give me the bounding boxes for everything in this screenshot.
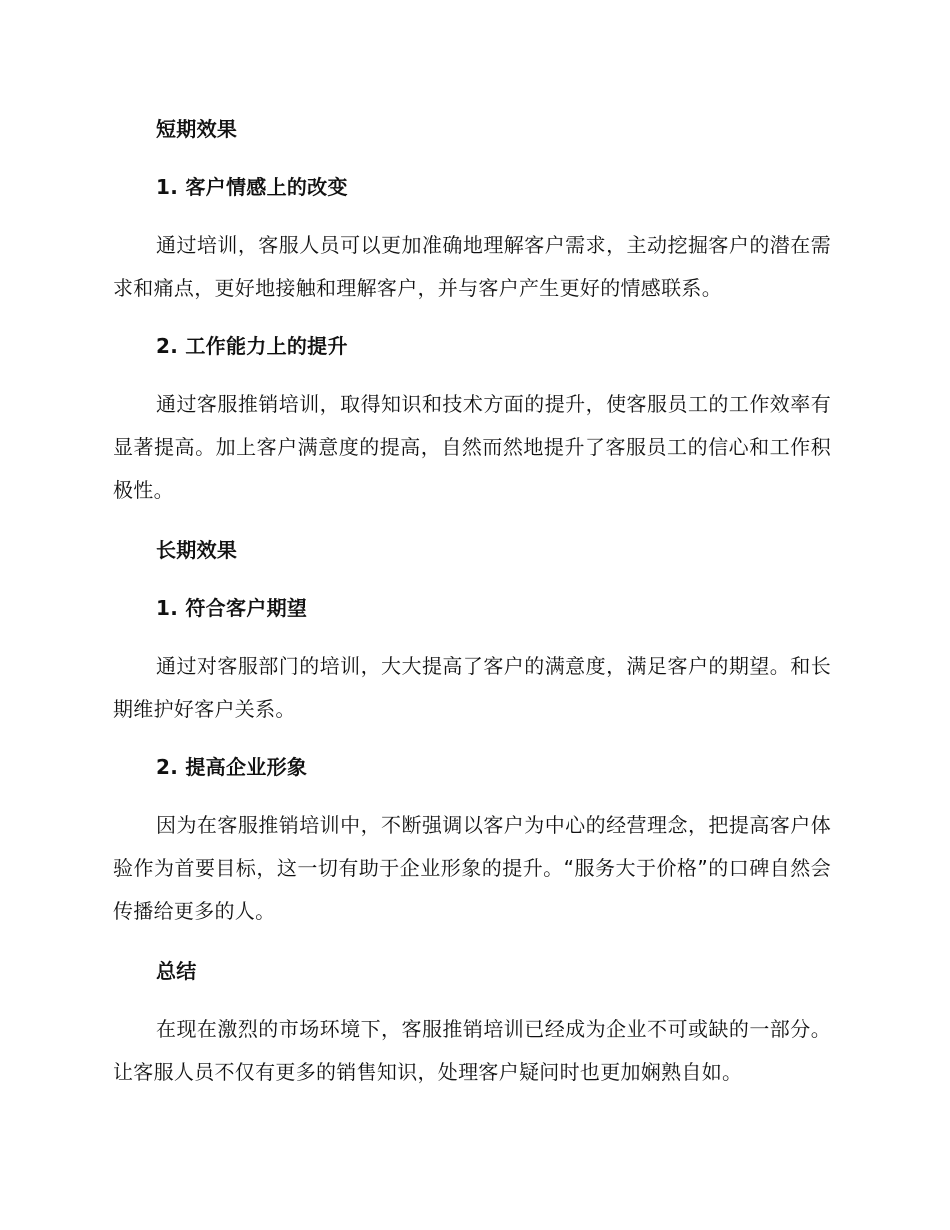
section-heading-summary: 总结 xyxy=(156,959,197,983)
subheading-corporate-image: 2. 提高企业形象 xyxy=(156,755,308,779)
paragraph-work-ability: 通过客服推销培训，取得知识和技术方面的提升，使客服员工的工作效率有显著提高。加上客户满意度的提高，自然而然地提升了客服员工的信心和工作积极性。 xyxy=(113,392,831,502)
section-heading-long-term: 长期效果 xyxy=(156,538,238,562)
paragraph-summary: 在现在激烈的市场环境下，客服推销培训已经成为企业不可或缺的一部分。让客服人员不仅有更多的销售知识，处理客户疑问时也更加娴熟自如。 xyxy=(113,1017,831,1084)
section-heading-short-term: 短期效果 xyxy=(156,117,238,141)
subheading-work-ability: 2. 工作能力上的提升 xyxy=(156,334,348,358)
paragraph-emotional-change: 通过培训，客服人员可以更加准确地理解客户需求，主动挖掘客户的潜在需求和痛点，更好地接触和理解客户，并与客户产生更好的情感联系。 xyxy=(113,233,831,300)
subheading-emotional-change: 1. 客户情感上的改变 xyxy=(156,175,348,199)
subheading-customer-expectation: 1. 符合客户期望 xyxy=(156,596,308,620)
paragraph-corporate-image: 因为在客服推销培训中，不断强调以客户为中心的经营理念，把提高客户体验作为首要目标，这一切有助于企业形象的提升。“服务大于价格”的口碑自然会传播给更多的人。 xyxy=(113,813,831,923)
paragraph-customer-expectation: 通过对客服部门的培训，大大提高了客户的满意度，满足客户的期望。和长期维护好客户关系。 xyxy=(113,654,831,721)
